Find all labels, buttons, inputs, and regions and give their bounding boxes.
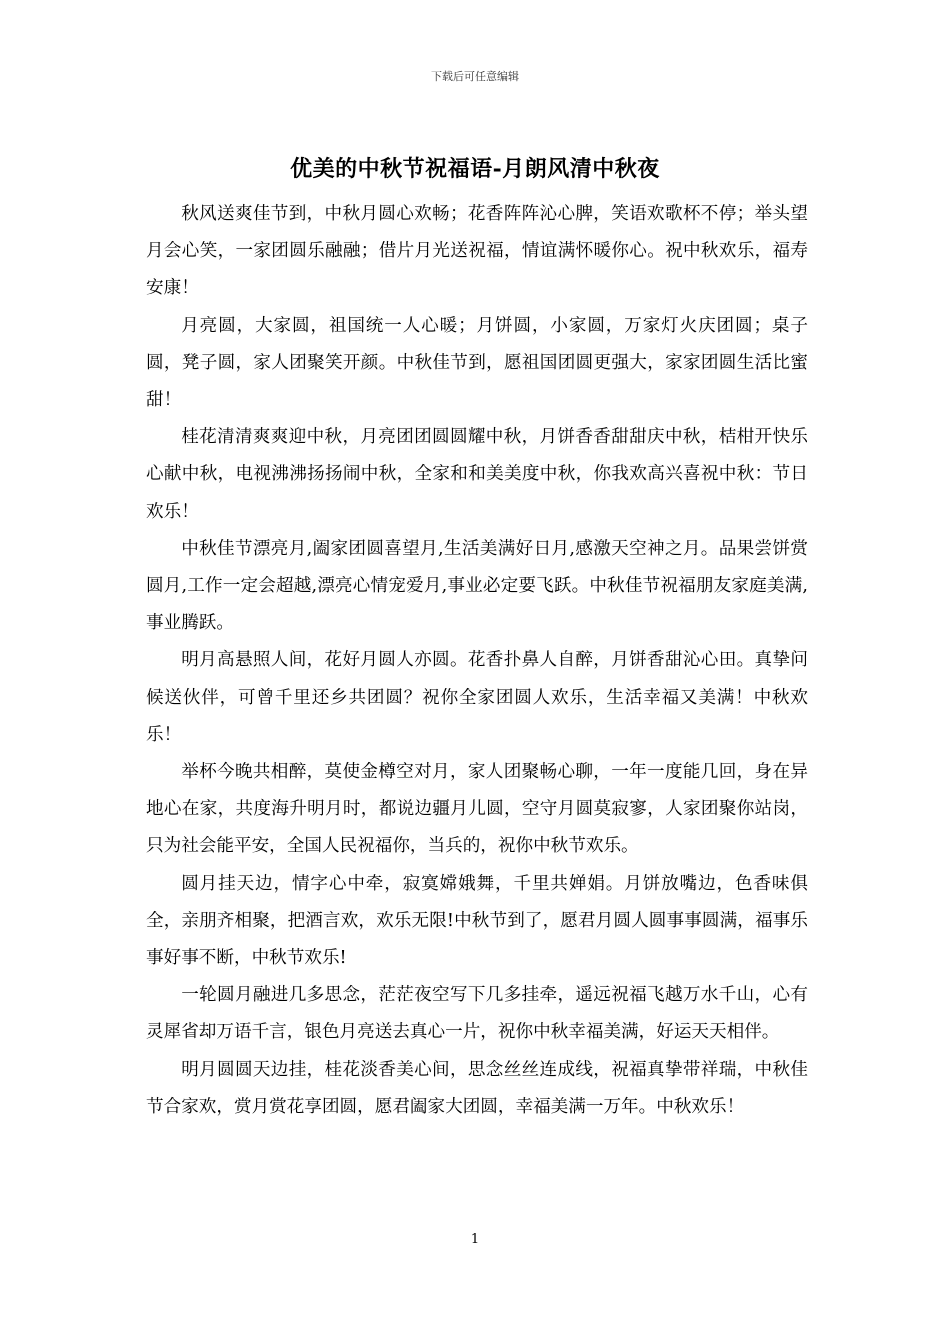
- paragraph: 圆月挂天边，情字心中牵，寂寞嫦娥舞，千里共婵娟。月饼放嘴边，色香味俱全，亲朋齐相聚，把酒言欢，欢乐无限!中秋节到了，愿君月圆人圆事事圆满，福事乐事好事不断，中秋节欢乐!: [146, 873, 808, 969]
- paragraph: 秋风送爽佳节到，中秋月圆心欢畅；花香阵阵沁心脾，笑语欢歌杯不停；举头望月会心笑，一家团圆乐融融；借片月光送祝福，情谊满怀暖你心。祝中秋欢乐，福寿安康！: [146, 204, 808, 299]
- document-title: 优美的中秋节祝福语-月朗风清中秋夜: [290, 156, 660, 182]
- paragraph: 中秋佳节漂亮月,阖家团圆喜望月,生活美满好日月,感激天空神之月。品果尝饼赏圆月,工作一定会超越,漂亮心情宠爱月,事业必定要飞跃。中秋佳节祝福朋友家庭美满,事业腾跃。: [146, 538, 808, 634]
- paragraph: 一轮圆月融进几多思念，茫茫夜空写下几多挂牵，遥远祝福飞越万水千山，心有灵犀省却万语千言，银色月亮送去真心一片，祝你中秋幸福美满，好运天天相伴。: [146, 985, 808, 1043]
- paragraph: 举杯今晚共相醉，莫使金樽空对月，家人团聚畅心聊，一年一度能几回，身在异地心在家，共度海升明月时，都说边疆月儿圆，空守月圆莫寂寥，人家团聚你站岗，只为社会能平安，全国人民祝福你，当兵的，祝你中秋节欢乐。: [146, 762, 808, 857]
- paragraph: 月亮圆，大家圆，祖国统一人心暖；月饼圆，小家圆，万家灯火庆团圆；桌子圆，凳子圆，家人团聚笑开颜。中秋佳节到，愿祖国团圆更强大，家家团圆生活比蜜甜！: [146, 315, 808, 411]
- paragraph: 明月高悬照人间，花好月圆人亦圆。花香扑鼻人自醉，月饼香甜沁心田。真挚问候送伙伴，可曾千里还乡共团圆？祝你全家团圆人欢乐，生活幸福又美满！中秋欢乐！: [146, 650, 808, 745]
- header-note: 下载后可任意编辑: [431, 70, 519, 83]
- page-number: 1: [470, 1232, 480, 1247]
- document-body: [146, 196, 808, 1126]
- paragraph: 桂花清清爽爽迎中秋，月亮团团圆圆耀中秋，月饼香香甜甜庆中秋，桔柑开快乐心献中秋，电视沸沸扬扬闹中秋，全家和和美美度中秋，你我欢高兴喜祝中秋：节日欢乐！: [146, 427, 808, 522]
- paragraph: 明月圆圆天边挂，桂花淡香美心间，思念丝丝连成线，祝福真挚带祥瑞，中秋佳节合家欢，赏月赏花享团圆，愿君阖家大团圆，幸福美满一万年。中秋欢乐！: [146, 1059, 808, 1117]
